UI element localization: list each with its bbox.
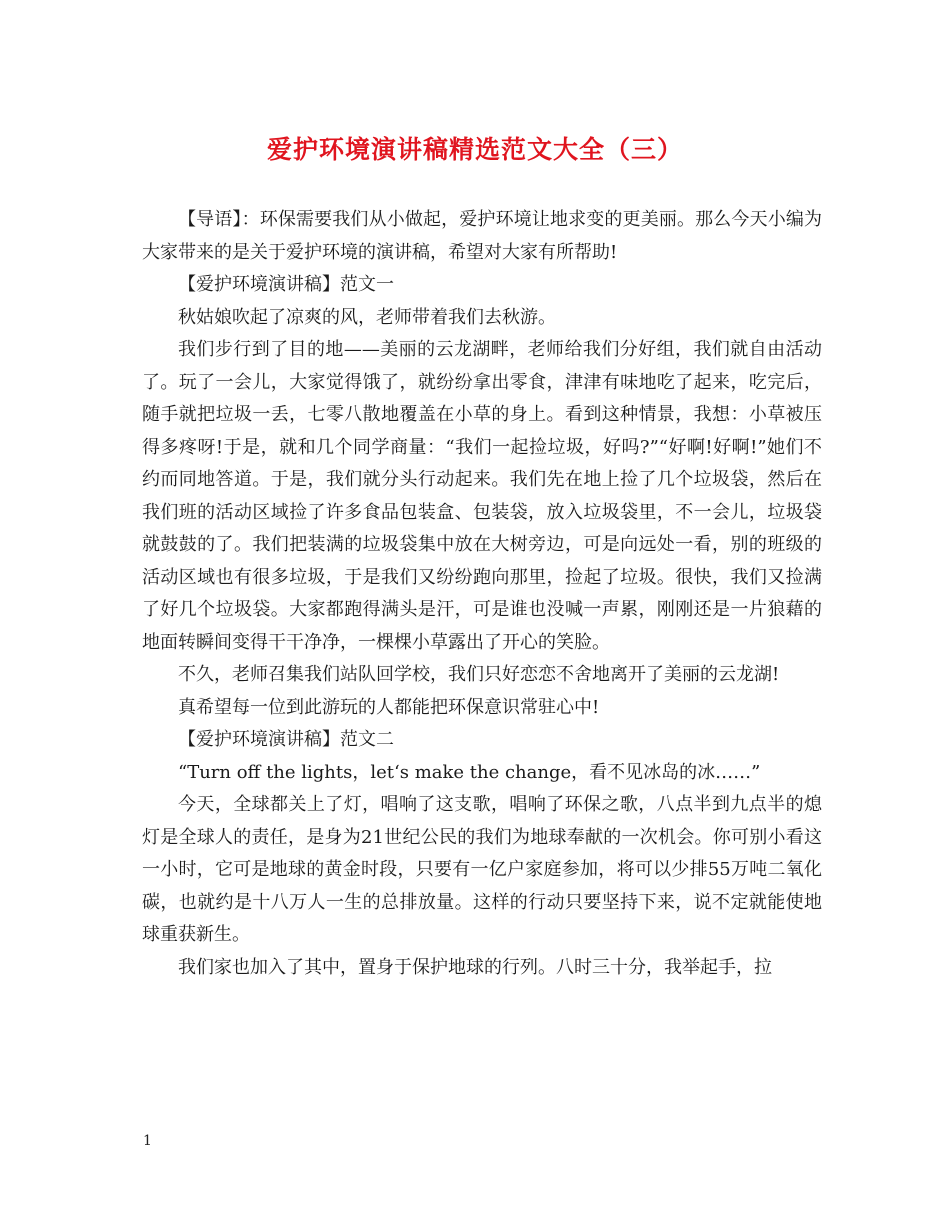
page-number: 1 xyxy=(143,1133,152,1149)
section-heading-2: 【爱护环境演讲稿】范文二 xyxy=(178,729,394,750)
body-paragraph: 今天，全球都关上了灯，唱响了这支歌，唱响了环保之歌，八点半到九点半的熄灯是全球人的责任，是身为21世纪公民的我们为地球奉献的一次机会。你可别小看这一小时，它可是地球的黄金时段，只要有一亿户家庭参加，将可以少排55万吨二氧化碳，也就约是十八万人一生的总排放量。这样的行动只要坚持下来，说不定就能使地球重获新生。 xyxy=(142,794,822,945)
body-paragraph: 不久，老师召集我们站队回学校，我们只好恋恋不舍地离开了美丽的云龙湖! xyxy=(178,664,780,685)
intro-paragraph: 【导语】：环保需要我们从小做起，爱护环境让地求变的更美丽。那么今天小编为大家带来的是关于爱护环境的演讲稿，希望对大家有所帮助! xyxy=(142,209,822,263)
document-body xyxy=(142,204,822,984)
body-paragraph: 我们步行到了目的地——美丽的云龙湖畔，老师给我们分好组，我们就自由活动了。玩了一会儿，大家觉得饿了，就纷纷拿出零食，津津有味地吃了起来，吃完后，随手就把垃圾一丢，七零八散地覆盖在小草的身上。看到这种情景，我想：小草被压得多疼呀!于是，就和几个同学商量：“我们一起捡垃圾，好吗?”“好啊!好啊!”她们不约而同地答道。于是，我们就分头行动起来。我们先在地上捡了几个垃圾袋，然后在我们班的活动区域捡了许多食品包装盒、包装袋，放入垃圾袋里，不一会儿，垃圾袋就鼓鼓的了。我们把装满的垃圾袋集中放在大树旁边，可是向远处一看，别的班级的活动区域也有很多垃圾，于是我们又纷纷跑向那里，捡起了垃圾。很快，我们又捡满了好几个垃圾袋。大家都跑得满头是汗，可是谁也没喊一声累，刚刚还是一片狼藉的地面转瞬间变得干干净净，一棵棵小草露出了开心的笑脸。 xyxy=(142,339,822,653)
body-paragraph: 真希望每一位到此游玩的人都能把环保意识常驻心中! xyxy=(178,696,600,718)
document-title: 爱护环境演讲稿精选范文大全（三） xyxy=(266,135,683,164)
body-paragraph: “Turn off the lights，let‘s make the change，看不见冰岛的冰……” xyxy=(178,761,761,783)
body-paragraph: 秋姑娘吹起了凉爽的风，老师带着我们去秋游。 xyxy=(178,306,556,328)
section-heading-1: 【爱护环境演讲稿】范文一 xyxy=(178,274,394,295)
body-paragraph: 我们家也加入了其中，置身于保护地球的行列。八时三十分，我举起手，拉 xyxy=(178,956,772,978)
